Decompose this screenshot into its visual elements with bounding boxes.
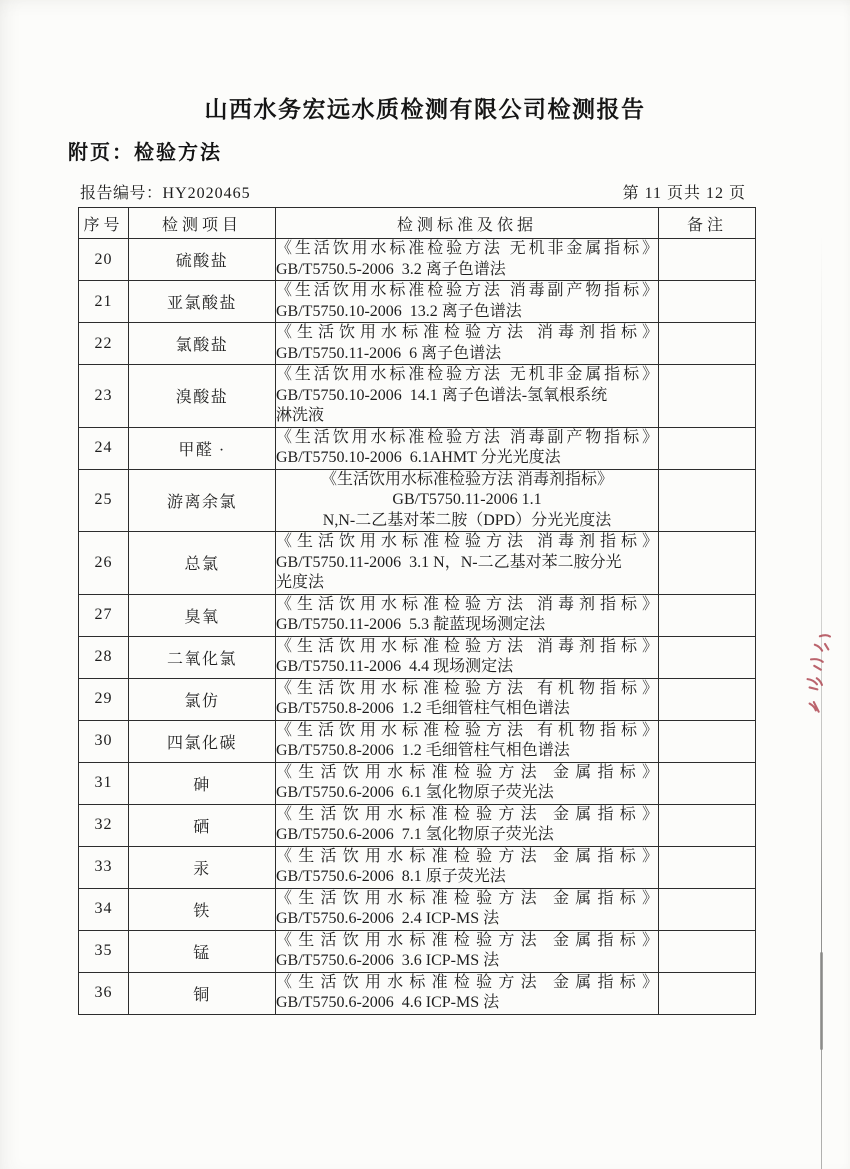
standard-line: GB/T5750.11-2006 6 离子色谱法 bbox=[276, 344, 502, 362]
item-cell: 锰 bbox=[129, 930, 276, 972]
standard-line: 《生活饮用水标准检验方法 消毒副产物指标》 bbox=[276, 282, 658, 299]
standard-cell bbox=[276, 762, 659, 804]
remark-cell bbox=[659, 804, 756, 846]
serial-cell: 36 bbox=[79, 972, 129, 1014]
standard-line: GB/T5750.10-2006 14.1 离子色谱法-氢氧根系统 bbox=[276, 386, 608, 404]
standard-cell bbox=[276, 594, 659, 636]
remark-cell bbox=[659, 323, 756, 365]
standard-line: GB/T5750.10-2006 13.2 离子色谱法 bbox=[276, 302, 522, 320]
standard-cell bbox=[276, 804, 659, 846]
table-row bbox=[79, 469, 756, 532]
standard-line: GB/T5750.8-2006 1.2 毛细管柱气相色谱法 bbox=[276, 742, 570, 759]
serial-cell: 31 bbox=[79, 762, 129, 804]
item-cell: 汞 bbox=[129, 846, 276, 888]
standard-line: GB/T5750.6-2006 6.1 氢化物原子荧光法 bbox=[276, 784, 554, 801]
table-row bbox=[79, 365, 756, 428]
appendix-subtitle: 附页：检验方法 bbox=[68, 142, 222, 164]
item-cell: 臭氧 bbox=[129, 594, 276, 636]
standard-cell bbox=[276, 427, 659, 469]
item-cell: 硫酸盐 bbox=[129, 239, 276, 281]
standard-cell bbox=[276, 636, 659, 678]
standard-line: GB/T5750.10-2006 6.1AHMT 分光光度法 bbox=[276, 449, 561, 466]
remark-cell bbox=[659, 678, 756, 720]
standard-line: GB/T5750.6-2006 2.4 ICP-MS 法 bbox=[276, 910, 500, 927]
remark-cell bbox=[659, 972, 756, 1014]
table-row bbox=[79, 239, 756, 281]
standard-line: GB/T5750.5-2006 3.2 离子色谱法 bbox=[276, 260, 506, 278]
standard-line: GB/T5750.6-2006 8.1 原子荧光法 bbox=[276, 868, 506, 885]
standard-cell bbox=[276, 239, 659, 281]
standard-line: GB/T5750.11-2006 5.3 靛蓝现场测定法 bbox=[276, 616, 546, 633]
item-cell: 二氧化氯 bbox=[129, 636, 276, 678]
page-title: 山西水务宏远水质检测有限公司检测报告 bbox=[204, 96, 646, 122]
methods-table-body bbox=[79, 239, 756, 1015]
item-cell: 铜 bbox=[129, 972, 276, 1014]
table-row bbox=[79, 678, 756, 720]
report-number-value: HY2020465 bbox=[162, 185, 251, 202]
standard-line: 《生活饮用水标准检验方法 金属指标》 bbox=[276, 931, 658, 949]
item-cell: 氯酸盐 bbox=[129, 323, 276, 365]
serial-cell: 23 bbox=[79, 365, 129, 428]
item-cell: 甲醛 · bbox=[129, 427, 276, 469]
item-cell: 铁 bbox=[129, 888, 276, 930]
standard-line: GB/T5750.6-2006 4.6 ICP-MS 法 bbox=[276, 994, 500, 1011]
standard-line: GB/T5750.11-2006 1.1 bbox=[392, 491, 542, 508]
standard-cell bbox=[276, 972, 659, 1014]
serial-cell: 33 bbox=[79, 846, 129, 888]
serial-cell: 22 bbox=[79, 323, 129, 365]
remark-cell bbox=[659, 720, 756, 762]
table-row bbox=[79, 532, 756, 595]
item-cell: 硒 bbox=[129, 804, 276, 846]
standard-line: 《生活饮用水标准检验方法 消毒剂指标》 bbox=[320, 470, 613, 488]
col-header-item: 检测项目 bbox=[129, 208, 276, 239]
item-cell: 游离余氯 bbox=[129, 469, 276, 532]
table-row bbox=[79, 762, 756, 804]
standard-line: GB/T5750.6-2006 7.1 氢化物原子荧光法 bbox=[276, 826, 554, 843]
col-header-remark: 备注 bbox=[659, 208, 756, 239]
standard-line: 《生活饮用水标准检验方法 有机物指标》 bbox=[276, 679, 658, 697]
item-cell: 氯仿 bbox=[129, 678, 276, 720]
standard-line: 《生活饮用水标准检验方法 金属指标》 bbox=[276, 889, 658, 907]
standard-line: 《生活饮用水标准检验方法 消毒副产物指标》 bbox=[276, 428, 658, 446]
remark-cell bbox=[659, 762, 756, 804]
methods-table-header bbox=[79, 208, 756, 239]
standard-cell bbox=[276, 323, 659, 365]
table-row bbox=[79, 427, 756, 469]
item-cell: 溴酸盐 bbox=[129, 365, 276, 428]
standard-cell bbox=[276, 888, 659, 930]
methods-table bbox=[78, 207, 756, 1015]
standard-line: 光度法 bbox=[276, 574, 325, 591]
standard-line: 《生活饮用水标准检验方法 无机非金属指标》 bbox=[276, 366, 658, 383]
standard-line: 《生活饮用水标准检验方法 金属指标》 bbox=[276, 805, 658, 823]
standard-line: 《生活饮用水标准检验方法 无机非金属指标》 bbox=[276, 240, 658, 257]
report-number bbox=[80, 180, 251, 203]
item-cell: 砷 bbox=[129, 762, 276, 804]
col-header-standard: 检测标准及依据 bbox=[276, 208, 659, 239]
report-meta bbox=[80, 180, 746, 203]
item-cell: 总氯 bbox=[129, 532, 276, 595]
remark-cell bbox=[659, 636, 756, 678]
serial-cell: 32 bbox=[79, 804, 129, 846]
remark-cell bbox=[659, 930, 756, 972]
serial-cell: 35 bbox=[79, 930, 129, 972]
standard-cell bbox=[276, 720, 659, 762]
standard-cell bbox=[276, 846, 659, 888]
report-number-label: 报告编号： bbox=[80, 185, 163, 202]
serial-cell: 26 bbox=[79, 532, 129, 595]
standard-line: 《生活饮用水标准检验方法 消毒剂指标》 bbox=[276, 533, 658, 550]
header-row bbox=[79, 208, 756, 239]
remark-cell bbox=[659, 846, 756, 888]
standard-line: N,N-二乙基对苯二胺（DPD）分光光度法 bbox=[322, 511, 612, 529]
standard-cell bbox=[276, 469, 659, 532]
standard-cell bbox=[276, 930, 659, 972]
table-row bbox=[79, 720, 756, 762]
remark-cell bbox=[659, 427, 756, 469]
table-row bbox=[79, 594, 756, 636]
table-row bbox=[79, 281, 756, 323]
standard-line: 《生活饮用水标准检验方法 金属指标》 bbox=[276, 847, 658, 865]
table-row bbox=[79, 846, 756, 888]
serial-cell: 27 bbox=[79, 594, 129, 636]
item-cell: 四氯化碳 bbox=[129, 720, 276, 762]
remark-cell bbox=[659, 281, 756, 323]
item-cell: 亚氯酸盐 bbox=[129, 281, 276, 323]
standard-line: 《生活饮用水标准检验方法 金属指标》 bbox=[276, 763, 658, 781]
serial-cell: 30 bbox=[79, 720, 129, 762]
remark-cell bbox=[659, 888, 756, 930]
col-header-serial: 序号 bbox=[79, 208, 129, 239]
table-row bbox=[79, 888, 756, 930]
standard-line: 《生活饮用水标准检验方法 消毒剂指标》 bbox=[276, 595, 658, 613]
standard-line: GB/T5750.11-2006 3.1 N，N-二乙基对苯二胺分光 bbox=[276, 553, 622, 571]
remark-cell bbox=[659, 594, 756, 636]
serial-cell: 20 bbox=[79, 239, 129, 281]
red-seal-mark bbox=[795, 629, 834, 724]
standard-line: GB/T5750.6-2006 3.6 ICP-MS 法 bbox=[276, 952, 500, 969]
standard-cell bbox=[276, 365, 659, 428]
serial-cell: 24 bbox=[79, 427, 129, 469]
standard-line: GB/T5750.11-2006 4.4 现场测定法 bbox=[276, 658, 514, 675]
serial-cell: 21 bbox=[79, 281, 129, 323]
standard-line: 淋洗液 bbox=[276, 407, 325, 424]
standard-line: GB/T5750.8-2006 1.2 毛细管柱气相色谱法 bbox=[276, 700, 570, 717]
standard-line: 《生活饮用水标准检验方法 消毒剂指标》 bbox=[276, 324, 658, 341]
scan-edge-smudge bbox=[820, 952, 823, 1050]
serial-cell: 25 bbox=[79, 469, 129, 532]
remark-cell bbox=[659, 239, 756, 281]
table-row bbox=[79, 930, 756, 972]
remark-cell bbox=[659, 469, 756, 532]
standard-cell bbox=[276, 281, 659, 323]
standard-cell bbox=[276, 678, 659, 720]
table-row bbox=[79, 636, 756, 678]
page-indicator: 第 11 页共 12 页 bbox=[622, 185, 746, 202]
standard-line: 《生活饮用水标准检验方法 有机物指标》 bbox=[276, 721, 658, 739]
table-row bbox=[79, 804, 756, 846]
serial-cell: 28 bbox=[79, 636, 129, 678]
serial-cell: 29 bbox=[79, 678, 129, 720]
remark-cell bbox=[659, 532, 756, 595]
serial-cell: 34 bbox=[79, 888, 129, 930]
table-row bbox=[79, 323, 756, 365]
standard-line: 《生活饮用水标准检验方法 金属指标》 bbox=[276, 973, 658, 991]
standard-line: 《生活饮用水标准检验方法 消毒剂指标》 bbox=[276, 637, 658, 655]
remark-cell bbox=[659, 365, 756, 428]
standard-cell bbox=[276, 532, 659, 595]
table-row bbox=[79, 972, 756, 1014]
